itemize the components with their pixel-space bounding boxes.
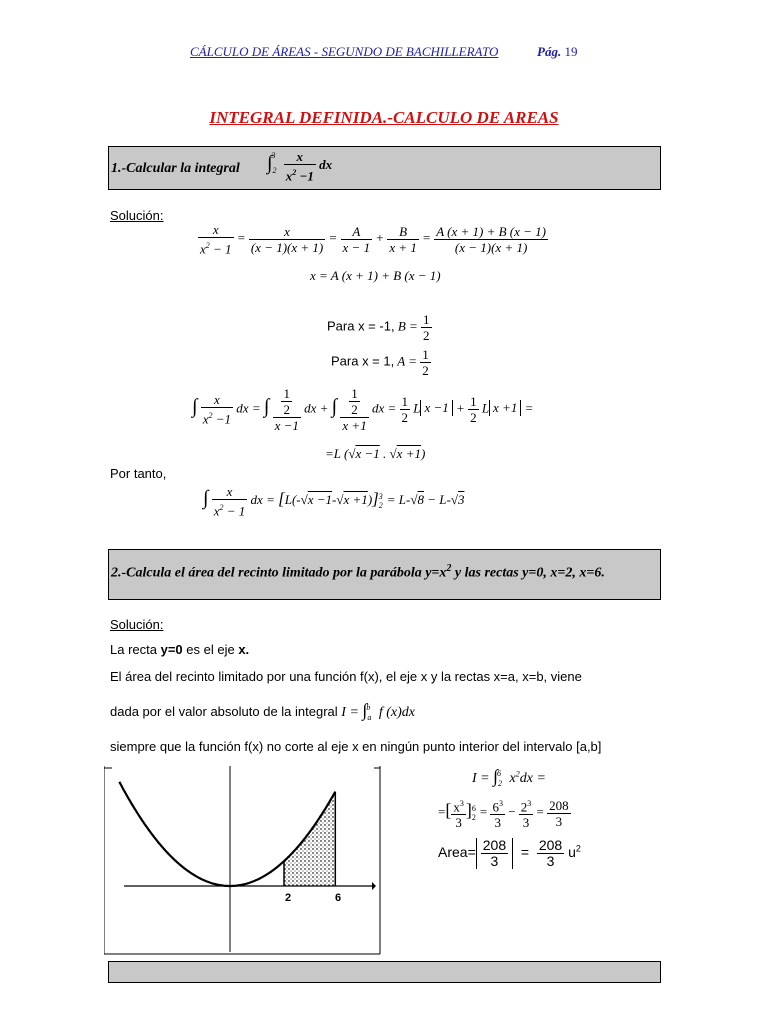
running-header-title: CÁLCULO DE ÁREAS - SEGUNDO DE BACHILLERATO [190,44,499,59]
page-number: 19 [564,44,578,59]
value-A: Para x = 1, A = $\frac{1}{2}$ [331,347,429,378]
solution-1-label: Solución: [110,208,164,223]
tick-label-2: 2 [285,892,292,904]
partial-fraction-equation: $\frac{x}{x^2 - 1}$ = $\frac{x}{(x - 1)(x + 1)}$ = $\frac{A}{x - 1}$ + $\frac{B}{x + 1}$ = $\frac{A (x + 1) + B (x - 1)}{(x - 1)(x + 1)}$ [200,222,547,257]
antiderivative-evaluation: =[ $\frac{x^3}{3}$ ]$^6_2$ = $\frac{6^3}{3}$ − $\frac{2^3}{3}$ = $\frac{208}{3}$ [438,797,569,831]
area-result: Area= $\frac{208}{3}$ = $\frac{208}{3}$ $u^2$ [438,837,581,869]
running-header-page [537,44,577,60]
integral-decomposition: ∫ $\frac{x}{x^2 -1}$ dx = ∫ $\frac{\frac{1}{2}}{x -1}$ dx + ∫ $\frac{\frac{1}{2}}{x +1}$ dx = $\frac{1}{2}$ L x −1 + $\frac{1}{2}$ L x +1 = [192,386,534,433]
area-label: Area= [438,844,476,861]
para-1-text: Para x = -1, [327,318,395,334]
exercise-1-box [108,146,661,190]
definite-integral-result: ∫ $\frac{x}{x^2 - 1}$ dx = $[L(-√x -1-√x +1)]^3_2 = L-√8 - L-√3$ [203,484,465,519]
exercise-1-integral: $\int_2^3$ $\frac{x}{x^2 -1}$ dx [267,149,333,184]
tick-label-6: 6 [335,892,342,904]
area-definition-line: El área del recinto limitado por una función f(x), el eje x y la rectas x=a, x=b, viene [110,669,582,684]
page-label: Pág. [537,44,562,59]
line3-text: dada por el valor absoluto de la integral [110,704,338,719]
numerator-equation: x = A (x + 1) + B (x − 1) [310,268,441,283]
value-B: Para x = -1, B = $\frac{1}{2}$ [327,312,430,343]
exercise-2-box [108,549,661,600]
line1-b: y=0 [160,642,183,657]
line1-c: es el eje [182,642,239,657]
integral-x-squared: $I = \int_2^6$ $x^2dx$ = [472,766,546,788]
line1-a: La recta [110,642,161,657]
solution-2-label: Solución: [110,617,164,632]
line1-d: x. [238,642,250,657]
exercise-2-statement-b: y las rectas y=0, x=2, x=6. [454,565,605,581]
line-y0 [110,642,249,657]
para-2-text: Para x = 1, [331,353,395,369]
exercise-1-label: 1.-Calcular la integral [111,161,240,176]
x-axis-arrow [372,882,376,890]
por-tanto-text: Por tanto, [110,466,167,481]
condition-line: siempre que la función f(x) no corte al eje x en ningún punto interior del intervalo [a,b] [110,739,602,754]
parabola-graph [104,764,382,956]
exercise-2-statement: 2.-Calcula el área del recinto limitado por la parábola $y=x^2$ y las rectas y=0, x=2, x=6. [111,563,605,581]
main-title: INTEGRAL DEFINIDA.-CALCULO DE AREAS [209,108,559,127]
log-simplification: =L (√x −1 . √x +1) [325,446,426,461]
unit-label: u [568,844,576,861]
integral-definition-line: dada por el valor absoluto de la integral $I = \int_a^b$ f (x)dx [110,700,415,722]
exercise-2-statement-a: 2.-Calcula el área del recinto limitado por la parábola y=x [111,565,447,581]
next-exercise-box [108,961,661,983]
